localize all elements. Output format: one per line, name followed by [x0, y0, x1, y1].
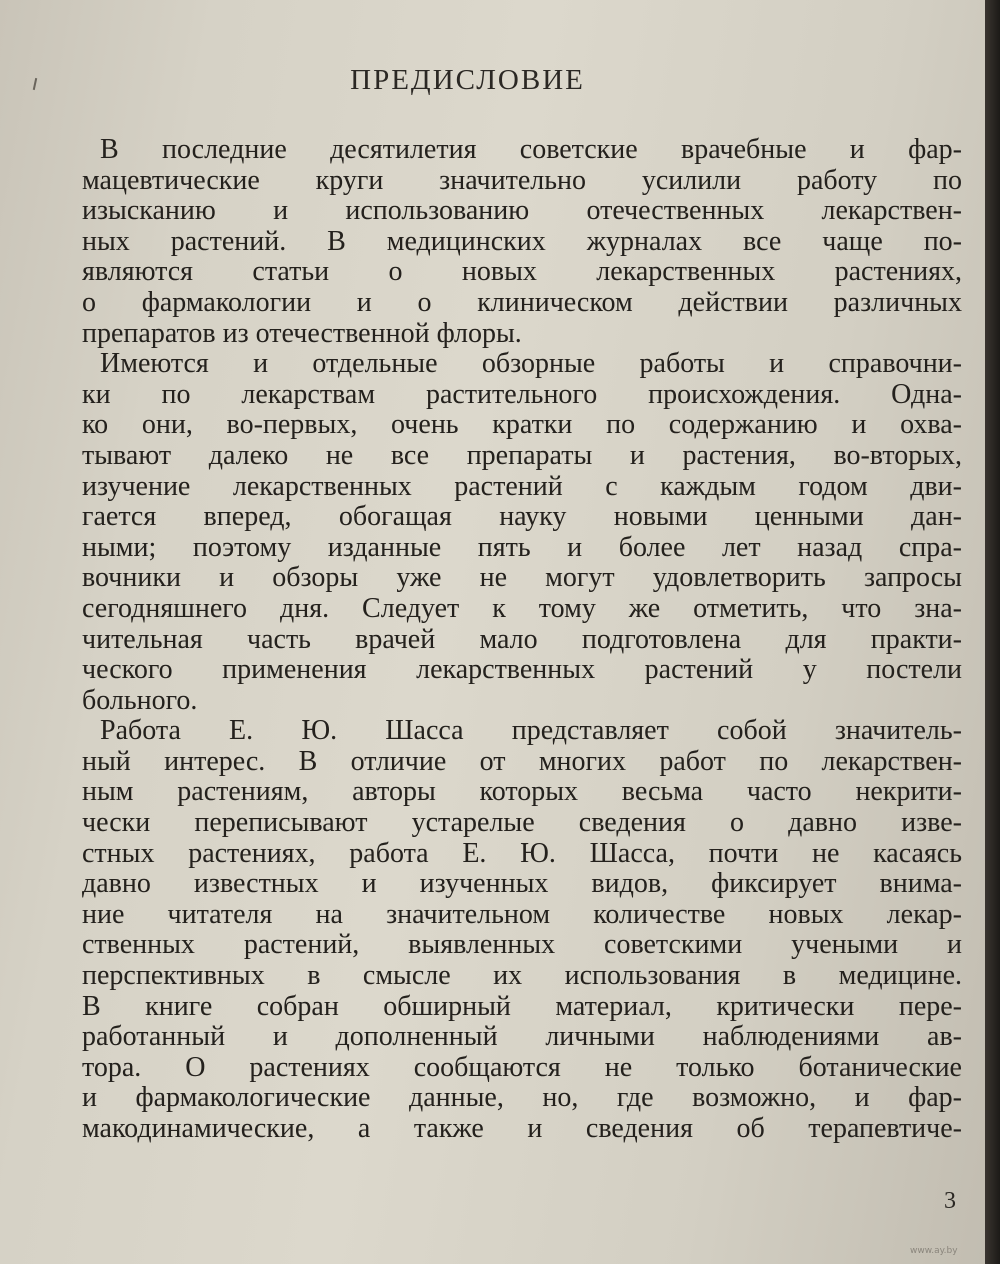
page-number: 3 [944, 1188, 956, 1214]
text-line: Работа Е. Ю. Шасса представляет собой значитель- [100, 715, 962, 747]
watermark: www.ay.by [910, 1246, 958, 1256]
text-line: гается вперед, обогащая науку новыми ценными дан- [82, 501, 962, 533]
text-line: ческого применения лекарственных растений у постели [82, 654, 962, 686]
text-line: перспективных в смысле их использования в медицине. [82, 960, 962, 992]
text-line: В книге собран обширный материал, критически пере- [82, 990, 962, 1022]
text-line: макодинамические, а также и сведения об терапевтиче- [82, 1113, 962, 1144]
text-line: стных растениях, работа Е. Ю. Шасса, почти не касаясь [82, 837, 962, 869]
text-line: чительная часть врачей мало подготовлена для практи- [82, 623, 962, 655]
text-line: вочники и обзоры уже не могут удовлетворить запросы [82, 562, 962, 594]
text-line: ко они, во-первых, очень кратки по содержанию и охва- [82, 409, 962, 441]
text-line: тора. О растениях сообщаются не только ботанические [82, 1051, 962, 1083]
body-text [82, 135, 962, 1145]
text-line: работанный и дополненный личными наблюдениями ав- [82, 1021, 962, 1053]
text-line: изучение лекарственных растений с каждым годом дви- [82, 470, 962, 502]
text-line: сегодняшнего дня. Следует к тому же отметить, что зна- [82, 592, 962, 624]
text-line: чески переписывают устарелые сведения о давно изве- [82, 807, 962, 839]
text-line: и фармакологические данные, но, где возможно, и фар- [82, 1082, 962, 1114]
text-line: изысканию и использованию отечественных лекарствен- [82, 195, 962, 227]
text-line: препаратов из отечественной флоры. [82, 317, 522, 349]
text-line: В последние десятилетия советские врачебные и фар- [100, 134, 962, 165]
text-line: ным растениям, авторы которых весьма часто некрити- [82, 776, 962, 808]
text-line: ние читателя на значительном количестве новых лекар- [82, 898, 962, 930]
text-line: ки по лекарствам растительного происхождения. Одна- [82, 378, 962, 410]
text-line: Имеются и отдельные обзорные работы и справочни- [100, 348, 962, 380]
text-line: больного. [82, 684, 198, 716]
text-line: ными; поэтому изданные пять и более лет назад спра- [82, 531, 962, 563]
text-line: мацевтические круги значительно усилили работу по [82, 164, 962, 196]
text-line: ный интерес. В отличие от многих работ по лекарствен- [82, 745, 962, 777]
text-line: ных растений. В медицинских журналах все чаще по- [82, 225, 962, 257]
text-line: ственных растений, выявленных советскими учеными и [82, 929, 962, 961]
text-line: о фармакологии и о клиническом действии различных [82, 286, 962, 318]
text-line: являются статьи о новых лекарственных растениях, [82, 256, 962, 288]
book-edge [985, 0, 1000, 1264]
page-title: ПРЕДИСЛОВИЕ [350, 64, 585, 96]
text-line: тывают далеко не все препараты и растения, во-вторых, [82, 439, 962, 471]
text-line: давно известных и изученных видов, фиксирует внима- [82, 868, 962, 900]
